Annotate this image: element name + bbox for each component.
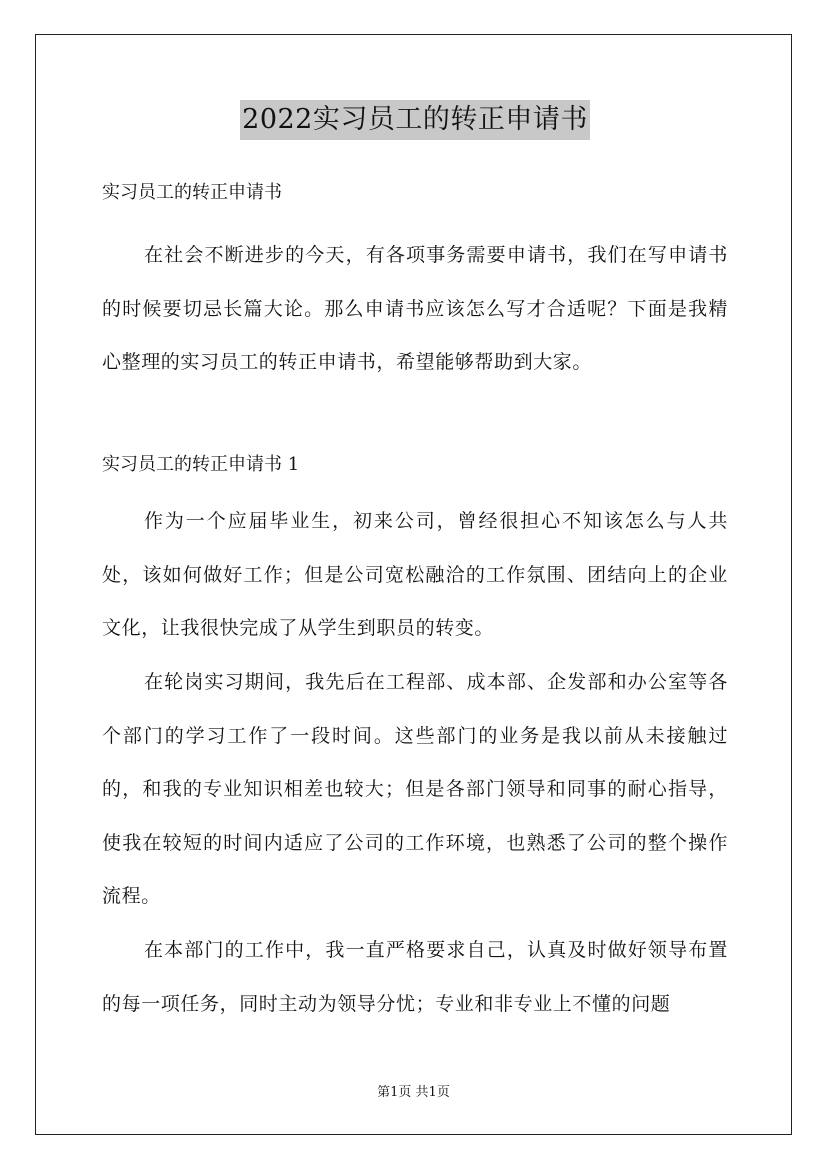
body-paragraph-2: 在轮岗实习期间，我先后在工程部、成本部、企发部和办公室等各个部门的学习工作了一段时间。这些部门的业务是我以前从未接触过的，和我的专业知识相差也较大；但是各部门领导和同事的耐心指导，使我在较短的时间内适应了公司的工作环境，也熟悉了公司的整个操作流程。 xyxy=(102,671,728,907)
document-subtitle: 实习员工的转正申请书 xyxy=(102,182,282,203)
body-paragraph-3: 在本部门的工作中，我一直严格要求自己，认真及时做好领导布置的每一项任务，同时主动为领导分忧；专业和非专业上不懂的问题 xyxy=(102,939,728,1015)
document-body xyxy=(102,100,728,1015)
body-paragraph-1: 作为一个应届毕业生，初来公司，曾经很担心不知该怎么与人共处，该如何做好工作；但是公司宽松融洽的工作氛围、团结向上的企业文化，让我很快完成了从学生到职员的转变。 xyxy=(102,510,728,639)
title-container xyxy=(102,100,728,146)
page-footer: 第1页 共1页 xyxy=(377,1085,450,1100)
section-heading: 实习员工的转正申请书 1 xyxy=(102,454,300,475)
document-title: 2022实习员工的转正申请书 xyxy=(240,100,590,140)
intro-paragraph: 在社会不断进步的今天，有各项事务需要申请书，我们在写申请书的时候要切忌长篇大论。那么申请书应该怎么写才合适呢？下面是我精心整理的实习员工的转正申请书，希望能够帮助到大家。 xyxy=(102,244,728,373)
